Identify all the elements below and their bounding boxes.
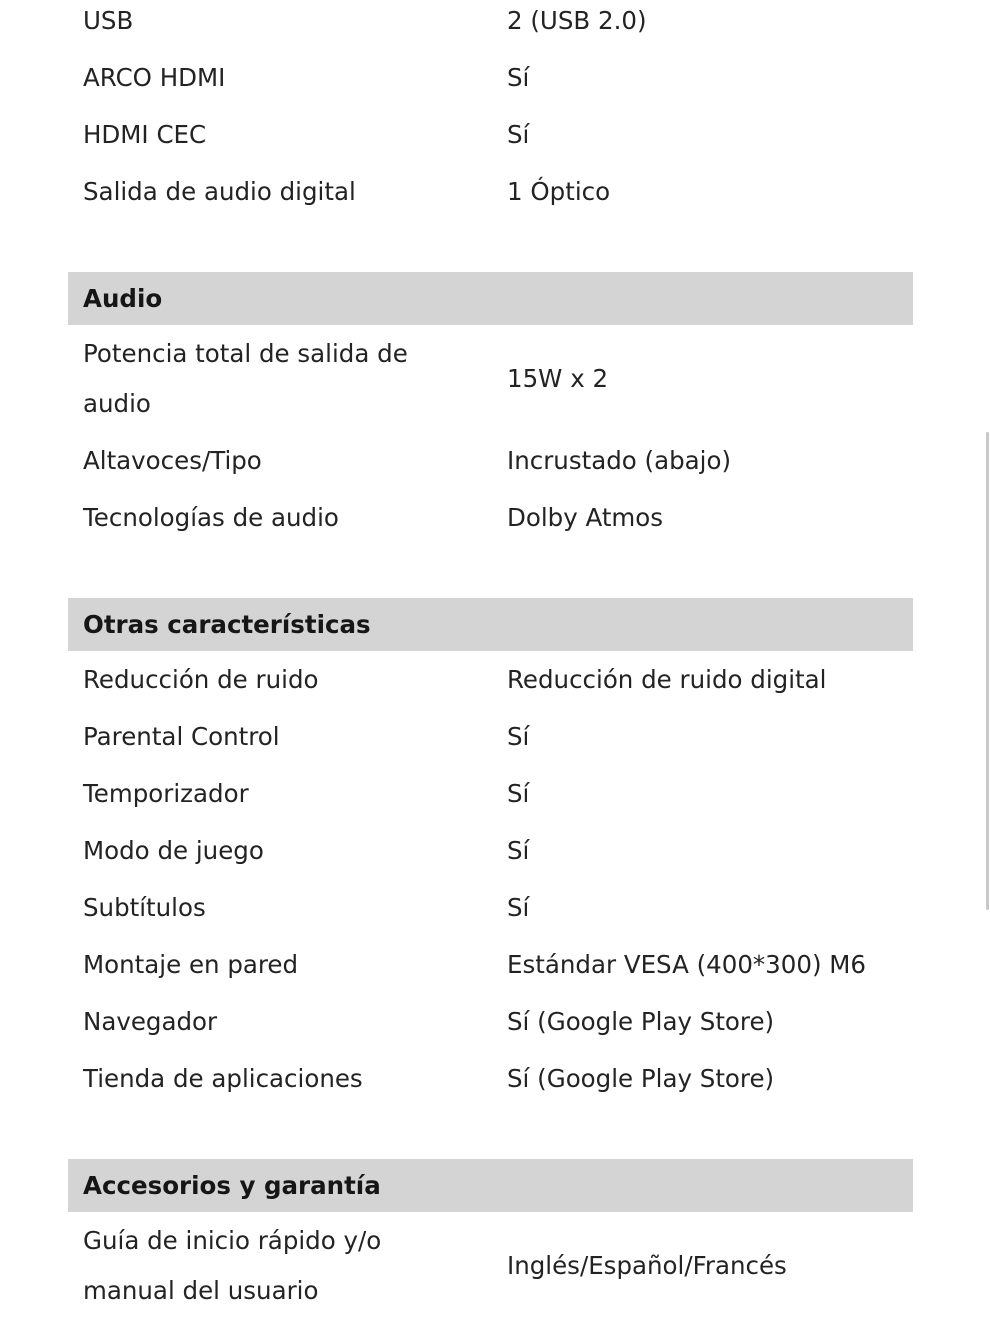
spec-label: HDMI CEC: [83, 120, 207, 149]
spec-label: Navegador: [83, 1007, 218, 1036]
spec-label: Reducción de ruido: [83, 665, 319, 694]
section-header-audio: [68, 272, 913, 325]
spec-row-browser: [68, 993, 913, 1050]
spec-value: Sí: [507, 779, 530, 808]
spec-row-app-store: [68, 1050, 913, 1107]
spec-value: 1 Óptico: [507, 177, 611, 206]
spec-row-quick-guide: [68, 1216, 913, 1316]
spec-label: Temporizador: [83, 779, 249, 808]
spec-value: 2 (USB 2.0): [507, 6, 647, 35]
spec-label: Potencia total de salida de audio: [83, 339, 408, 418]
spec-row-hdmi-cec: [68, 106, 913, 163]
spec-label: Montaje en pared: [83, 950, 299, 979]
spec-value: Sí (Google Play Store): [507, 1064, 775, 1093]
spec-label: Subtítulos: [83, 893, 206, 922]
spec-value: Sí: [507, 893, 530, 922]
spec-row-audio-tech: [68, 489, 913, 546]
spec-row-audio-power: [68, 329, 913, 429]
spec-label: Salida de audio digital: [83, 177, 356, 206]
scrollbar-thumb[interactable]: [986, 432, 989, 910]
spec-row-subtitles: [68, 879, 913, 936]
spec-row-usb: [68, 0, 913, 49]
spec-label: USB: [83, 6, 134, 35]
spec-value: Sí: [507, 63, 530, 92]
spec-label: ARCO HDMI: [83, 63, 226, 92]
spec-value: Sí: [507, 722, 530, 751]
section-header-accessories: [68, 1159, 913, 1212]
spec-row-parental-control: [68, 708, 913, 765]
spec-value: Dolby Atmos: [507, 503, 664, 532]
spec-label: Altavoces/Tipo: [83, 446, 262, 475]
spec-row-arco-hdmi: [68, 49, 913, 106]
spec-value: Inglés/Español/Francés: [507, 1251, 787, 1280]
spec-row-noise-reduction: [68, 651, 913, 708]
spec-value: 15W x 2: [507, 364, 609, 393]
spec-label: Tienda de aplicaciones: [83, 1064, 363, 1093]
section-title: Audio: [83, 284, 163, 313]
spec-row-digital-audio-out: [68, 163, 913, 220]
spec-value: Sí (Google Play Store): [507, 1007, 775, 1036]
spec-value: Estándar VESA (400*300) M6: [507, 950, 867, 979]
spec-label: Guía de inicio rápido y/o manual del usuario: [83, 1226, 382, 1305]
section-title: Otras características: [83, 610, 371, 639]
spec-value: Sí: [507, 836, 530, 865]
spec-value: Incrustado (abajo): [507, 446, 732, 475]
spec-label: Parental Control: [83, 722, 280, 751]
spec-row-timer: [68, 765, 913, 822]
spec-value: Sí: [507, 120, 530, 149]
spec-row-wall-mount: [68, 936, 913, 993]
spec-row-game-mode: [68, 822, 913, 879]
spec-row-speakers: [68, 432, 913, 489]
spec-label: Modo de juego: [83, 836, 264, 865]
section-header-other: [68, 598, 913, 651]
spec-label: Tecnologías de audio: [83, 503, 339, 532]
spec-value: Reducción de ruido digital: [507, 665, 827, 694]
section-title: Accesorios y garantía: [83, 1171, 381, 1200]
